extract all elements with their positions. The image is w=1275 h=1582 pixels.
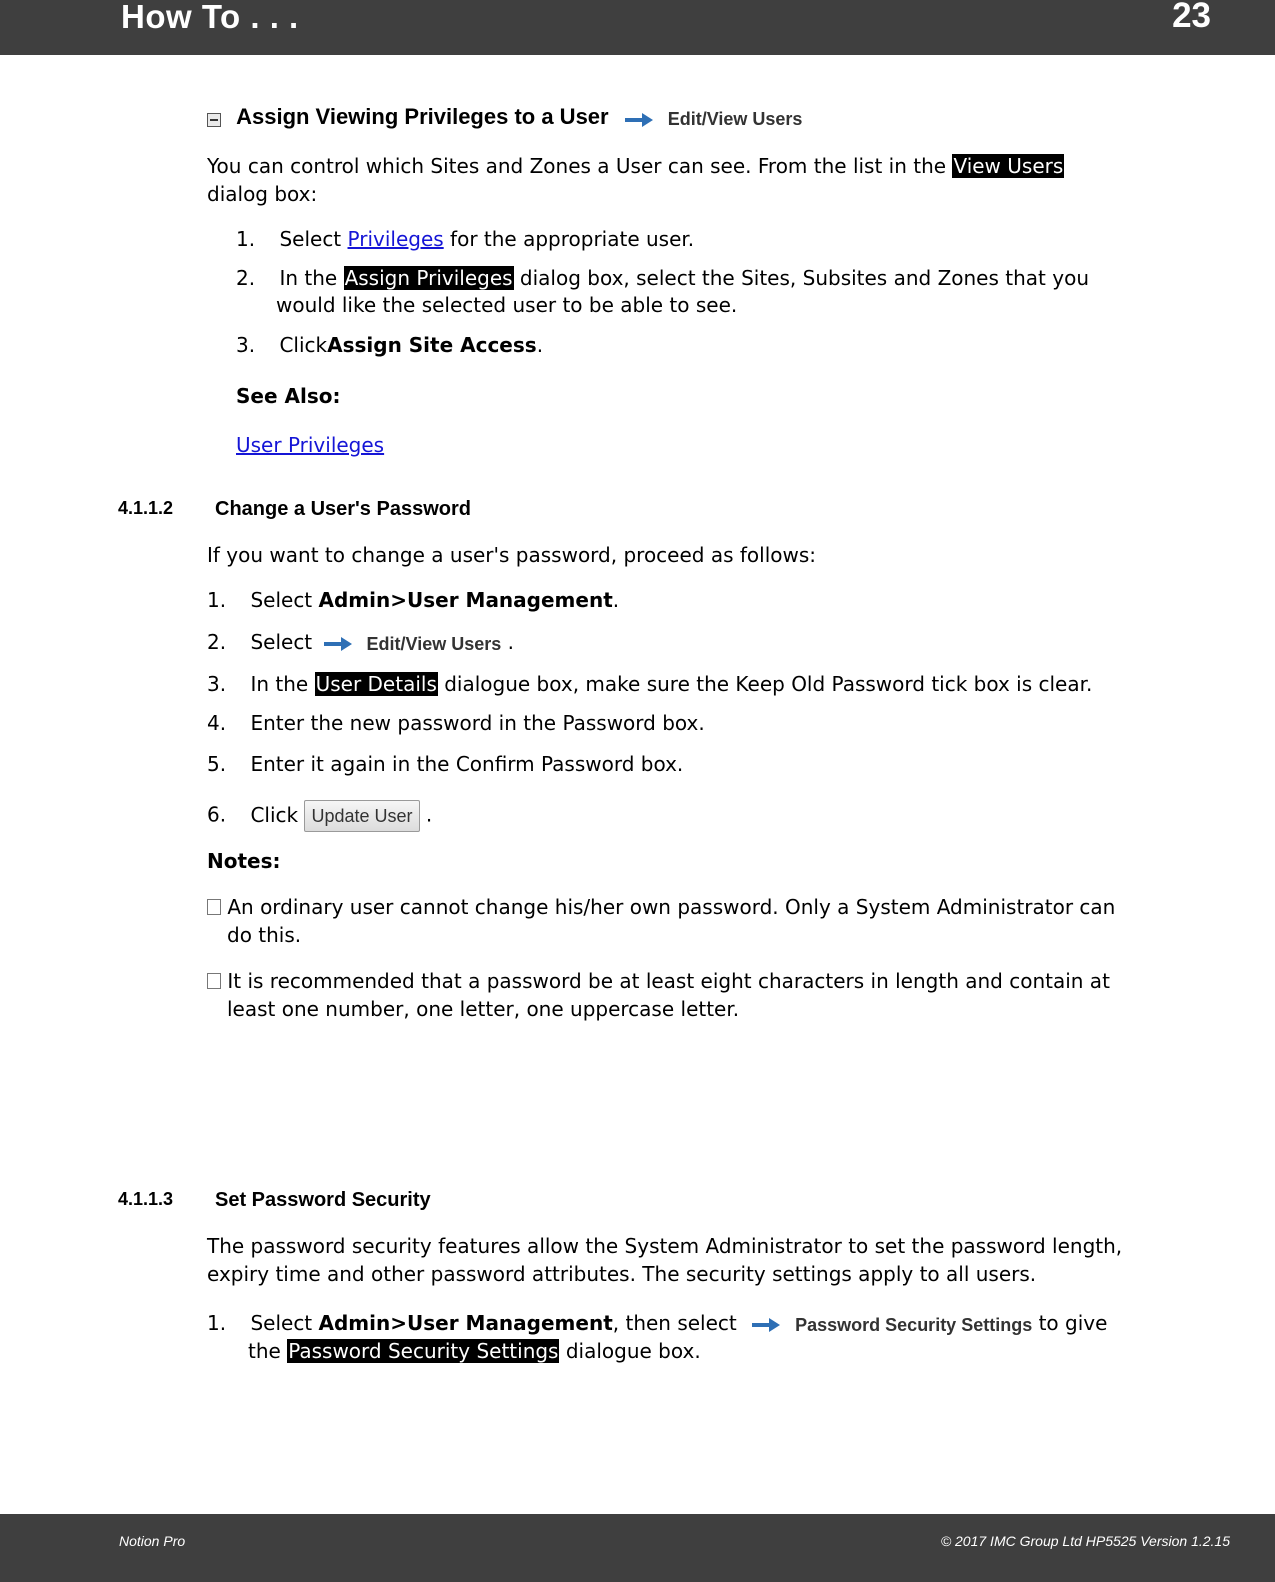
note-1: An ordinary user cannot change his/her own password. Only a System Administrator can bbox=[207, 893, 1115, 921]
assign-heading bbox=[207, 104, 802, 130]
header-title: How To . . . bbox=[121, 0, 299, 35]
bullet-icon bbox=[207, 899, 221, 915]
cp-step-2: 2. Select Edit/View Users . bbox=[207, 628, 514, 658]
page-number: 23 bbox=[1172, 0, 1211, 35]
privileges-link[interactable]: Privileges bbox=[347, 227, 444, 251]
change-password-intro: If you want to change a user's password, proceed as follows: bbox=[207, 543, 817, 567]
user-details-highlight: User Details bbox=[315, 672, 437, 696]
password-security-settings-button[interactable]: Password Security Settings bbox=[751, 1311, 1032, 1339]
see-also-label: See Also: bbox=[236, 384, 341, 408]
update-user-button[interactable]: Update User bbox=[304, 800, 419, 832]
ps-intro-line-2: expiry time and other password attributes. The security settings apply to all users. bbox=[207, 1262, 1037, 1286]
footer-copyright: © 2017 IMC Group Ltd HP5525 Version 1.2.15 bbox=[940, 1533, 1230, 1549]
assign-step-3: 3. ClickAssign Site Access. bbox=[236, 333, 544, 357]
section-title-password-security: Set Password Security bbox=[215, 1189, 431, 1211]
footer-product: Notion Pro bbox=[119, 1533, 186, 1549]
edit-view-users-button[interactable]: Edit/View Users bbox=[323, 630, 502, 658]
assign-intro-line-1: You can control which Sites and Zones a User can see. From the list in the View Users bbox=[207, 154, 1064, 178]
assign-heading-text: Assign Viewing Privileges to a User bbox=[236, 104, 609, 129]
section-number-4-1-1-2: 4.1.1.2 bbox=[118, 498, 174, 518]
ps-step-1: 1. Select Admin>User Management, then select Password Security Settings to give bbox=[207, 1309, 1107, 1339]
collapse-icon[interactable] bbox=[207, 113, 221, 127]
note-2: It is recommended that a password be at least eight characters in length and contain at bbox=[207, 967, 1110, 995]
assign-privileges-highlight: Assign Privileges bbox=[344, 266, 513, 290]
bullet-icon bbox=[207, 973, 221, 989]
assign-step-2-cont: would like the selected user to be able to see. bbox=[276, 293, 738, 317]
section-number-4-1-1-3: 4.1.1.3 bbox=[118, 1189, 174, 1209]
note-1-cont: do this. bbox=[227, 923, 302, 947]
assign-intro-line-2: dialog box: bbox=[207, 182, 318, 206]
cp-step-4: 4. Enter the new password in the Password box. bbox=[207, 711, 705, 735]
user-privileges-link[interactable]: User Privileges bbox=[236, 433, 385, 457]
edit-view-users-button[interactable]: Edit/View Users bbox=[624, 109, 803, 130]
cp-step-6: 6. Click Update User . bbox=[207, 800, 432, 832]
assign-step-1: 1. Select Privileges for the appropriate user. bbox=[236, 227, 695, 251]
arrow-right-icon bbox=[323, 635, 353, 653]
section-title-change-password: Change a User's Password bbox=[215, 498, 471, 520]
ps-step-1-cont: the Password Security Settings dialogue box. bbox=[248, 1339, 701, 1363]
arrow-right-icon bbox=[624, 111, 654, 129]
cp-step-1: 1. Select Admin>User Management. bbox=[207, 588, 620, 612]
assign-step-2: 2. In the Assign Privileges dialog box, select the Sites, Subsites and Zones that you bbox=[236, 266, 1089, 290]
ps-intro-line-1: The password security features allow the System Administrator to set the password length, bbox=[207, 1234, 1123, 1258]
arrow-right-icon bbox=[751, 1316, 781, 1334]
note-2-cont: least one number, one letter, one uppercase letter. bbox=[227, 997, 740, 1021]
page-footer bbox=[0, 1514, 1275, 1582]
page-header bbox=[0, 0, 1275, 55]
view-users-highlight: View Users bbox=[953, 154, 1064, 178]
cp-step-3: 3. In the User Details dialogue box, make sure the Keep Old Password tick box is clear. bbox=[207, 672, 1093, 696]
cp-step-5: 5. Enter it again in the Confirm Password box. bbox=[207, 752, 684, 776]
notes-label: Notes: bbox=[207, 849, 281, 873]
password-security-settings-highlight: Password Security Settings bbox=[288, 1339, 559, 1363]
